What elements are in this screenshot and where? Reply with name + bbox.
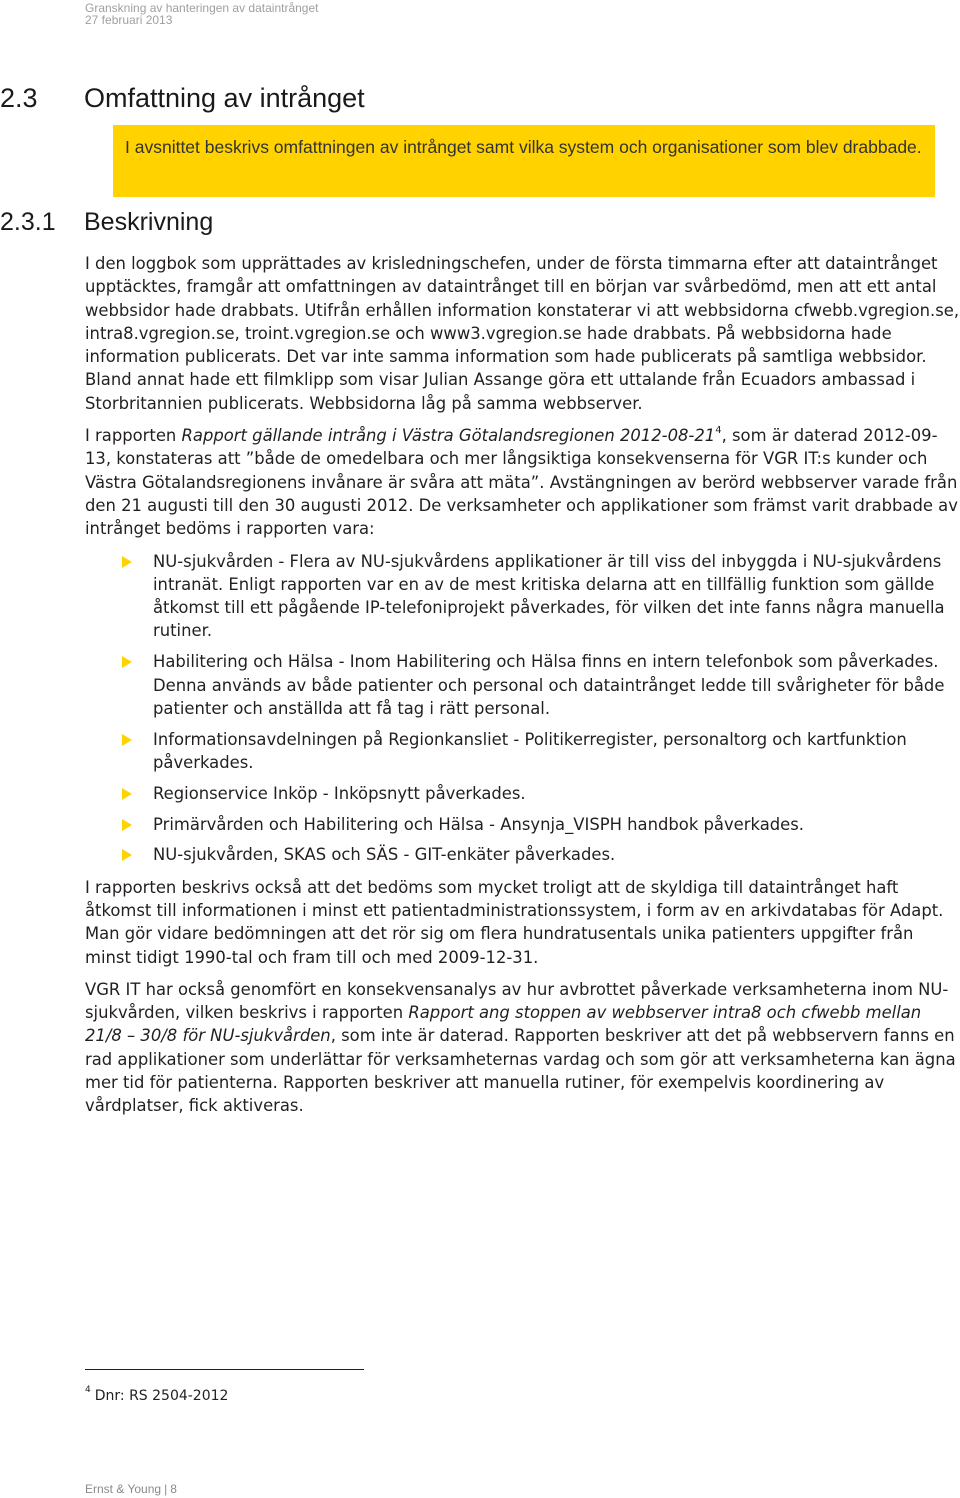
list-item-text: Regionservice Inköp - Inköpsnytt påverkades. [153, 783, 526, 803]
paragraph-2 [85, 424, 960, 540]
report-title-2: Rapport ang stoppen av webbserver intra8 och cfwebb mellan 21/8 – 30/8 för NU-sjukvården [85, 1003, 922, 1046]
footnote [85, 1380, 228, 1406]
bullet-arrow-icon [122, 788, 132, 800]
section-number: 2.3 [0, 83, 38, 113]
subsection-heading [0, 207, 213, 237]
footnote-divider [85, 1369, 364, 1370]
footer-separator: | [164, 1482, 168, 1496]
affected-systems-list [85, 550, 960, 867]
list-item [85, 728, 960, 775]
list-item [85, 650, 960, 720]
bullet-arrow-icon [122, 556, 132, 568]
subsection-title: Beskrivning [84, 208, 214, 236]
paragraph-4-lead: VGR IT har också genomfört en konsekvensanalys av hur avbrottet påverkade verksamheterna inom NU-sjukvården, vilken beskrivs i rapporten [85, 979, 949, 1023]
paragraph-4 [85, 978, 960, 1118]
section-summary-box [113, 125, 935, 197]
paragraph-2-lead: I rapporten [85, 426, 182, 446]
bullet-arrow-icon [122, 849, 132, 861]
section-heading [0, 82, 365, 114]
list-item-text: NU-sjukvården - Flera av NU-sjukvårdens applikationer är till viss del inbyggda i NU-sjukvårdens intranät. Enligt rapporten var en av de mest kritiska delarna att en tillfällig funktion som gällde åtkomst till ett pågående IP-telefoniprojekt påverkades, för vilken det inte fanns några manuella rutiner. [153, 551, 945, 641]
list-item [85, 550, 960, 643]
list-item-text: Primärvården och Habilitering och Hälsa - Ansynja_VISPH handbok påverkades. [153, 814, 804, 834]
report-title-1: Rapport gällande intrång i Västra Götalandsregionen 2012-08-21 [181, 426, 716, 446]
list-item-text: Informationsavdelningen på Regionkansliet - Politikerregister, personaltorg och kartfunktion påverkades. [153, 729, 907, 772]
footnote-text: Dnr: RS 2504-2012 [94, 1388, 229, 1404]
list-item [85, 813, 960, 836]
running-header-date: 27 februari 2013 [85, 13, 173, 27]
paragraph-1: I den loggbok som upprättades av krisledningschefen, under de första timmarna efter att dataintrånget upptäcktes, framgår att omfattningen av dataintrånget till en början var svårbedömd, men att ett antal webbsidor hade drabbats. Utifrån erhållen information konstaterar vi att webbsidorna cfwebb.vgregion.se, intra8.vgregion.se, troint.vgregion.se och www3.vgregion.se hade drabbats. På webbsidorna hade information publicerats. Det var inte samma information som hade publicerats på samtliga webbsidor. Bland annat hade ett filmklipp som visar Julian Assange göra ett uttalande från Ecuadors ambassad i Storbritannien publicerats. Webbsidorna låg på samma webbserver. [85, 254, 960, 413]
body-text [85, 252, 960, 1127]
paragraph-2-rest: , som är daterad 2012-09-13, konstateras att ”både de omedelbara och mer långsiktiga konsekvenserna för VGR IT:s kunder och Västra Götalandsregionens invånare är svåra att mäta”. Avstängningen av berörd webbserver varade från den 21 augusti till den 30 augusti 2012. De verksamheter och applikationer som främst varit drabbade av intrånget bedöms i rapporten vara: [85, 426, 958, 539]
bullet-arrow-icon [122, 734, 132, 746]
subsection-number: 2.3.1 [0, 208, 56, 236]
footer-company: Ernst & Young [85, 1482, 162, 1496]
list-item-text: NU-sjukvården, SKAS och SÄS - GIT-enkäter påverkades. [153, 845, 616, 865]
section-summary-text: I avsnittet beskrivs omfattningen av intrånget samt vilka system och organisationer som blev drabbade. [125, 137, 922, 157]
bullet-arrow-icon [122, 656, 132, 668]
bullet-arrow-icon [122, 819, 132, 831]
list-item [85, 782, 960, 805]
paragraph-4-rest: , som inte är daterad. Rapporten beskriver att det på webbservern fanns en rad applikationer som underlättar för verksamheternas vardag och som gör att verksamheterna kan ägna mer tid för patienterna. Rapporten beskriver att manuella rutiner, för exempelvis koordinering av vårdplatser, fick aktiveras. [85, 1026, 956, 1116]
list-item-text: Habilitering och Hälsa - Inom Habilitering och Hälsa finns en intern telefonbok som påverkades. Denna används av både patienter och personal och dataintrånget ledde till svårigheter för både patienter och anställda att få tag i rätt personal. [153, 652, 945, 718]
section-title: Omfattning av intrånget [84, 83, 365, 113]
paragraph-3: I rapporten beskrivs också att det bedöms som mycket troligt att de skyldiga till dataintrånget haft åtkomst till informationen i minst ett patientadministrationssystem, i form av en arkivdatabas för Adapt. Man gör vidare bedömningen att det rör sig om flera hundratusentals unika patienters uppgifter från minst tidigt 1990-tal och fram till och med 2009-12-31. [85, 877, 944, 967]
page-number: 8 [170, 1482, 177, 1496]
footnote-mark: 4 [85, 1385, 91, 1395]
list-item [85, 843, 960, 866]
running-header-title: Granskning av hanteringen av dataintrånget [85, 1, 319, 15]
page-footer [85, 1482, 177, 1496]
footnote-ref[interactable]: 4 [715, 425, 722, 437]
